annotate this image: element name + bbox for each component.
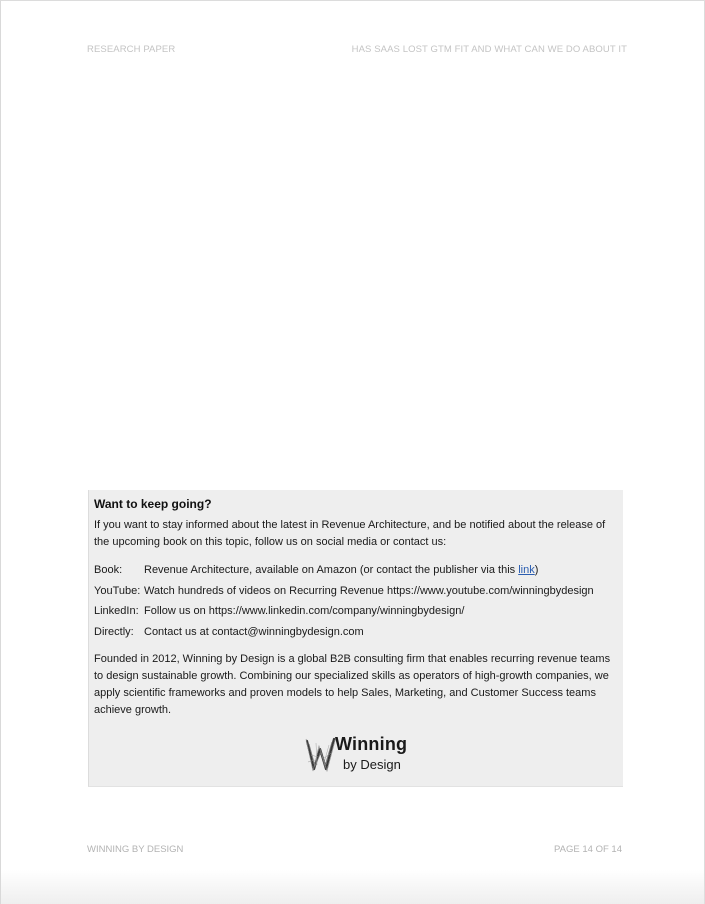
box-title: Want to keep going?: [94, 497, 212, 511]
book-label: Book:: [94, 564, 123, 576]
book-row: [94, 562, 620, 579]
winning-by-design-logo: [305, 734, 408, 775]
logo-word-winning: Winning: [335, 734, 408, 754]
box-intro: If you want to stay informed about the latest in Revenue Architecture, and be notified about the release of the upcoming book on this topic, follow us on social media or contact us:: [94, 519, 606, 548]
linkedin-label: LinkedIn:: [94, 605, 139, 617]
company-about: Founded in 2012, Winning by Design is a global B2B consulting firm that enables recurring revenue teams to design sustainable growth. Combining our specialized skills as operators of high-growth companies, we apply scientific frameworks and proven models to help Sales, Marketing, and Customer Success teams achieve growth.: [94, 653, 611, 716]
book-text: Revenue Architecture, available on Amazon (or contact the publisher via this: [144, 564, 519, 576]
directly-text: Contact us at contact@winningbydesign.com: [144, 626, 364, 638]
header-right: HAS SAAS LOST GTM FIT AND WHAT CAN WE DO ABOUT IT: [351, 44, 627, 55]
contact-info-box: [88, 490, 623, 787]
youtube-label: YouTube:: [94, 585, 141, 597]
publisher-link[interactable]: link: [518, 564, 535, 576]
page-bottom-shadow: [1, 870, 705, 904]
footer-right: PAGE 14 OF 14: [554, 844, 622, 855]
linkedin-row: [94, 603, 620, 620]
footer-left: WINNING BY DESIGN: [87, 844, 184, 855]
youtube-text: Watch hundreds of videos on Recurring Revenue https://www.youtube.com/winningbydesign: [144, 585, 594, 597]
youtube-row: [94, 583, 620, 600]
logo-word-by-design: by Design: [343, 757, 401, 772]
linkedin-text: Follow us on https://www.linkedin.com/company/winningbydesign/: [144, 605, 465, 617]
book-suffix: ): [534, 564, 539, 576]
directly-row: [94, 624, 620, 641]
header-left: RESEARCH PAPER: [87, 44, 176, 55]
directly-label: Directly:: [94, 626, 134, 638]
